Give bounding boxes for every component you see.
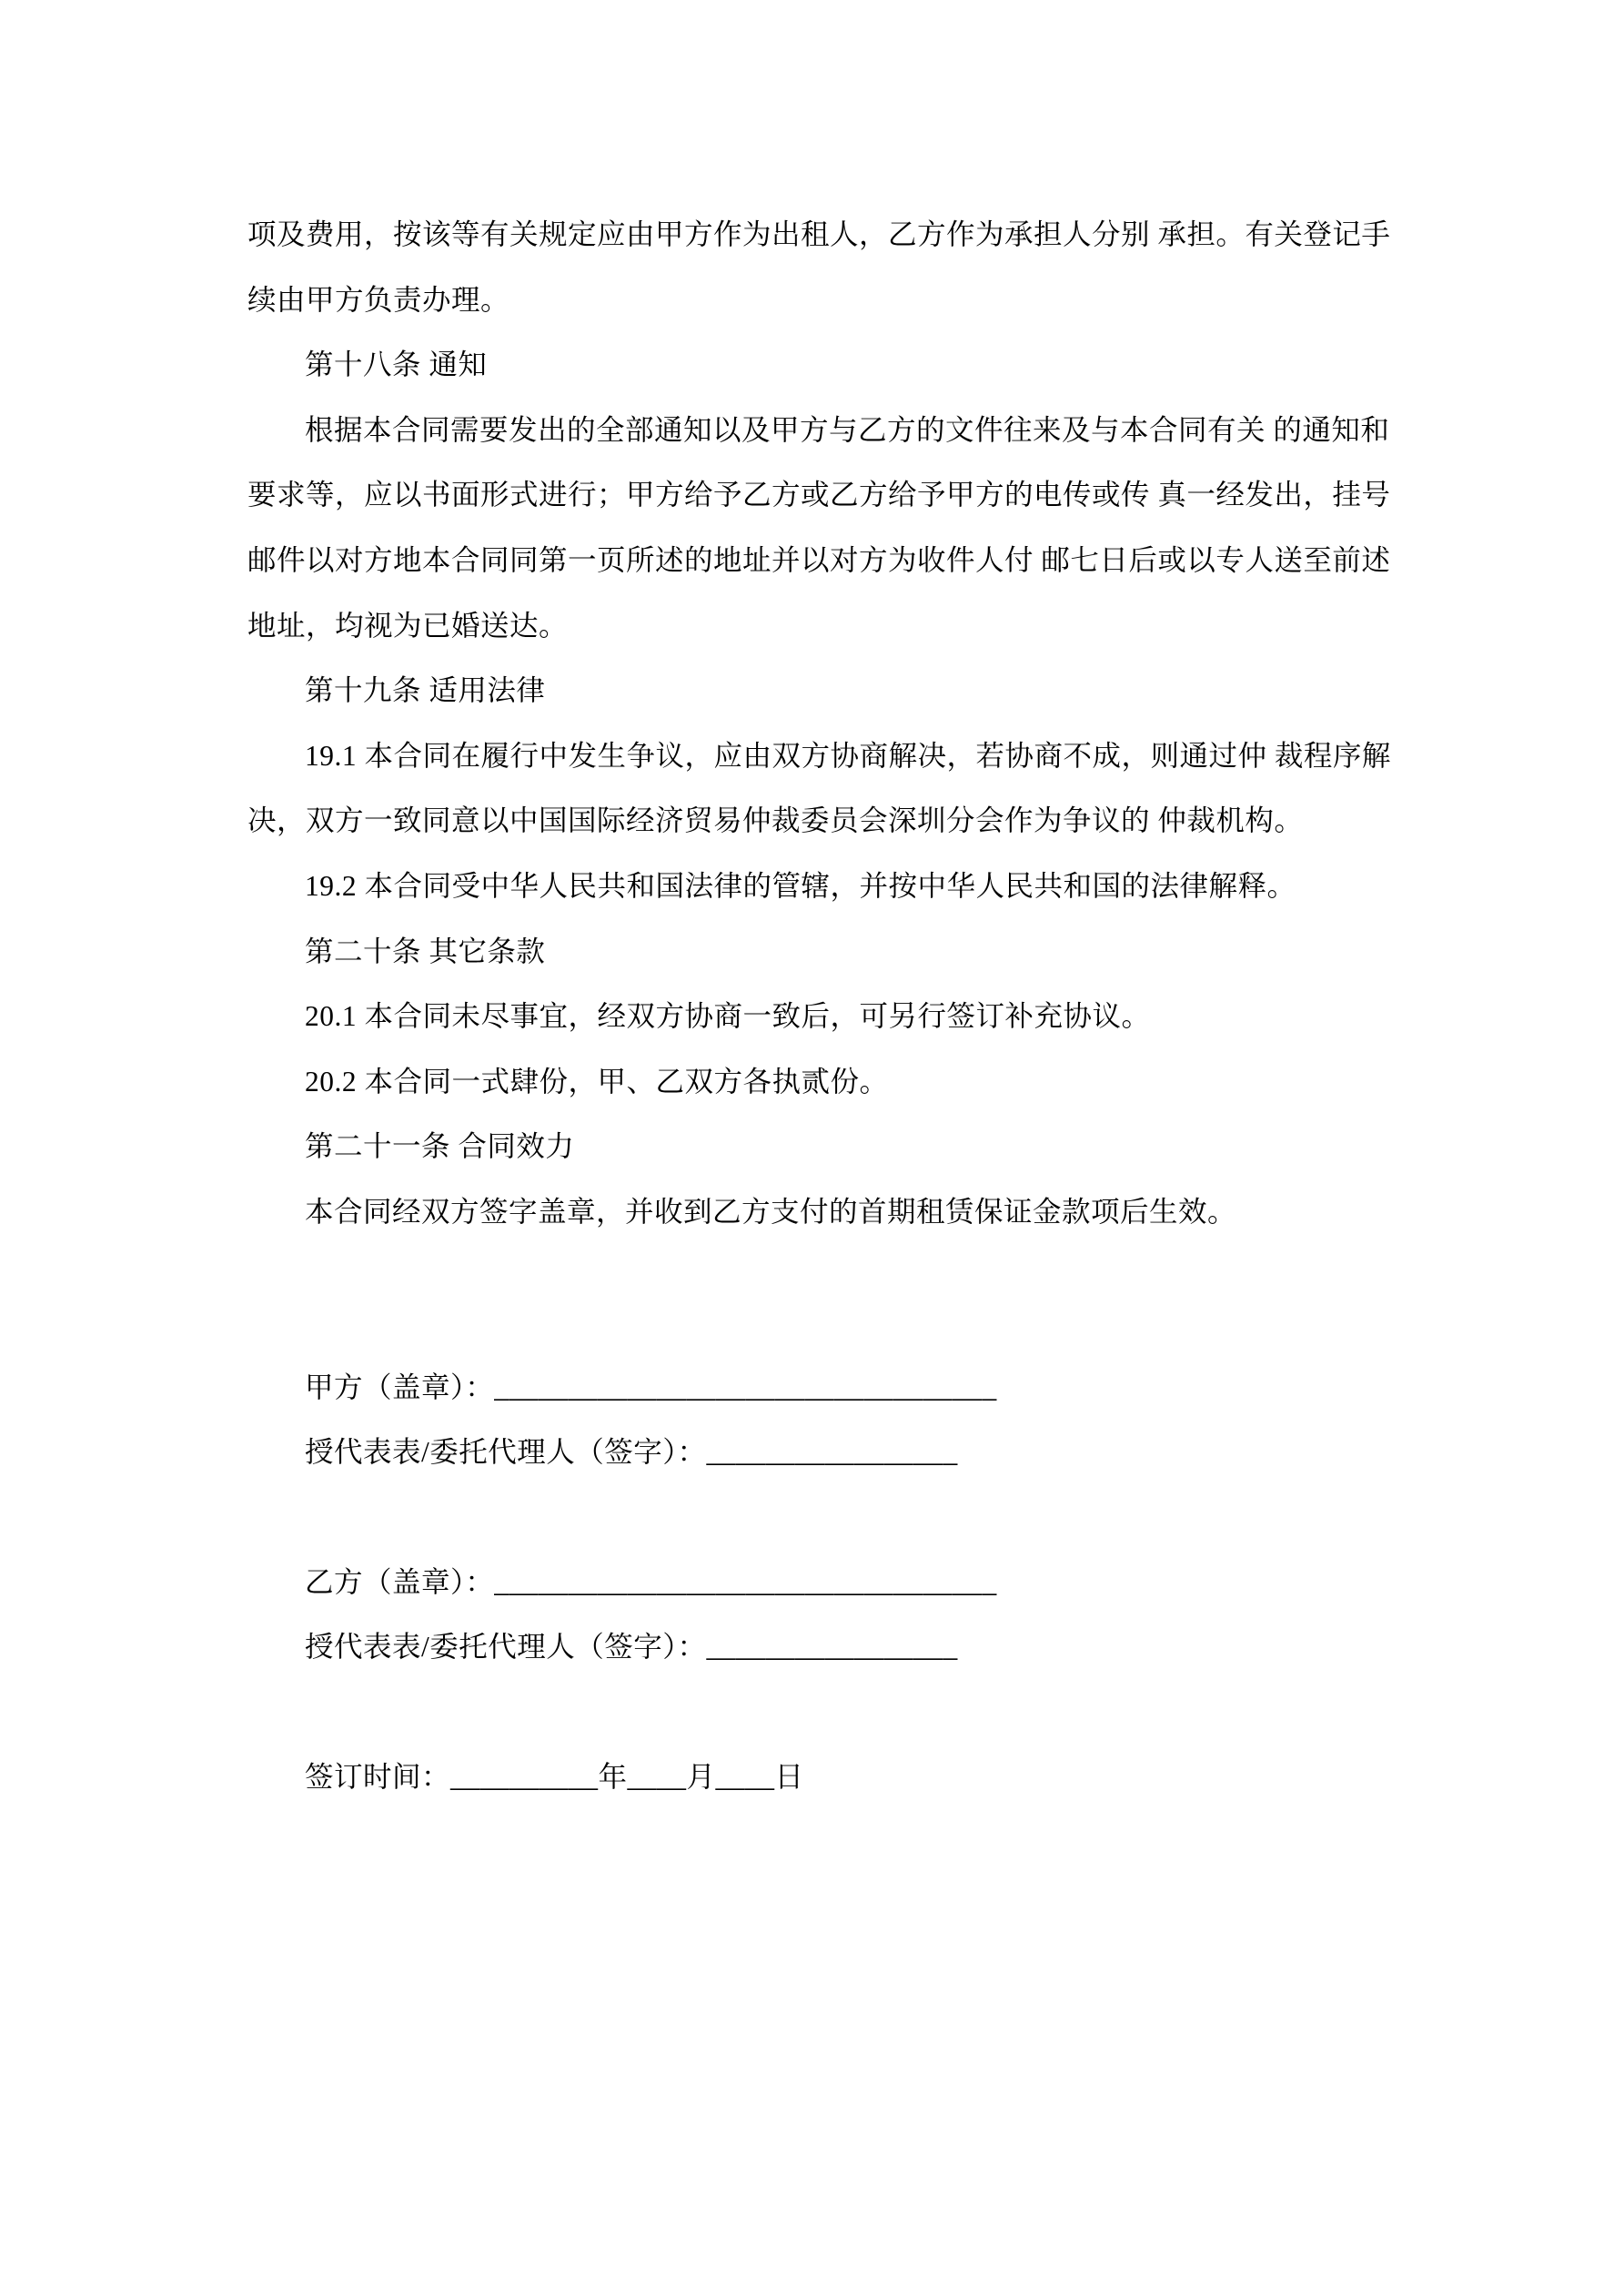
clause-19-1-continued: 决，双方一致同意以中国国际经济贸易仲裁委员会深圳分会作为争议的 仲裁机构。 [247,804,1304,837]
signing-date-line [247,1745,1585,1810]
party-b-seal-label: 乙方（盖章）： [305,1565,495,1598]
contract-line-1: 项及费用，按该等有关规定应由甲方作为出租人，乙方作为承担人分别 承担。有关登记手 [247,218,1391,250]
signing-date-label: 签订时间： [305,1760,451,1793]
party-a-agent-line [247,1420,1585,1485]
contract-body [247,202,1585,1809]
party-a-agent-blank: _________________ [706,1436,958,1469]
signing-date-month-blank: ____ [627,1760,687,1793]
vertical-gap [247,1245,1585,1355]
signing-date-year-blank: __________ [450,1760,599,1793]
party-b-agent-line [247,1614,1585,1680]
clause-19-2: 19.2 本合同受中华人民共和国法律的管辖，并按中华人民共和国的法律解释。 [305,869,1296,902]
party-b-agent-label: 授代表表/委托代理人（签字）： [305,1631,707,1664]
party-a-seal-line [247,1355,1585,1421]
signing-date-day-blank: ____ [715,1760,775,1793]
vertical-gap [247,1485,1585,1550]
party-b-seal-blank: __________________________________ [494,1565,997,1598]
party-a-seal-label: 甲方（盖章）： [305,1371,495,1403]
clause-21-body: 本合同经双方签字盖章，并收到乙方支付的首期租赁保证金款项后生效。 [305,1195,1237,1228]
contract-line-4: 根据本合同需要发出的全部通知以及甲方与乙方的文件往来及与本合同有关 的通知和 [305,413,1390,446]
clause-20-1: 20.1 本合同未尽事宜，经双方协商一致后，可另行签订补充协议。 [305,1000,1151,1033]
party-a-seal-blank: __________________________________ [494,1371,997,1403]
section-heading-21: 第二十一条 合同效力 [305,1130,575,1163]
contract-line-6: 邮件以对方地本合同同第一页所述的地址并以对方为收件人付 邮七日后或以专人送至前述 [247,543,1391,576]
signing-date-year-unit: 年 [598,1760,628,1793]
vertical-gap [247,1680,1585,1745]
contract-line-5: 要求等，应以书面形式进行；甲方给予乙方或乙方给予甲方的电传或传 真一经发出，挂号 [247,479,1391,511]
section-heading-20: 第二十条 其它条款 [305,935,546,967]
party-a-agent-label: 授代表表/委托代理人（签字）： [305,1436,707,1469]
clause-20-2: 20.2 本合同一式肆份，甲、乙双方各执贰份。 [305,1065,889,1097]
section-heading-18: 第十八条 通知 [305,349,488,381]
signing-date-day-unit: 日 [774,1760,804,1793]
party-b-seal-line [247,1550,1585,1615]
section-heading-19: 第十九条 适用法律 [305,674,546,707]
contract-line-2: 续由甲方负责办理。 [247,283,510,316]
contract-line-7: 地址，均视为已婚送达。 [247,609,569,642]
party-b-agent-blank: _________________ [706,1631,958,1664]
signing-date-month-unit: 月 [686,1760,716,1793]
clause-19-1: 19.1 本合同在履行中发生争议，应由双方协商解决，若协商不成，则通过仲 裁程序解 [305,739,1391,772]
